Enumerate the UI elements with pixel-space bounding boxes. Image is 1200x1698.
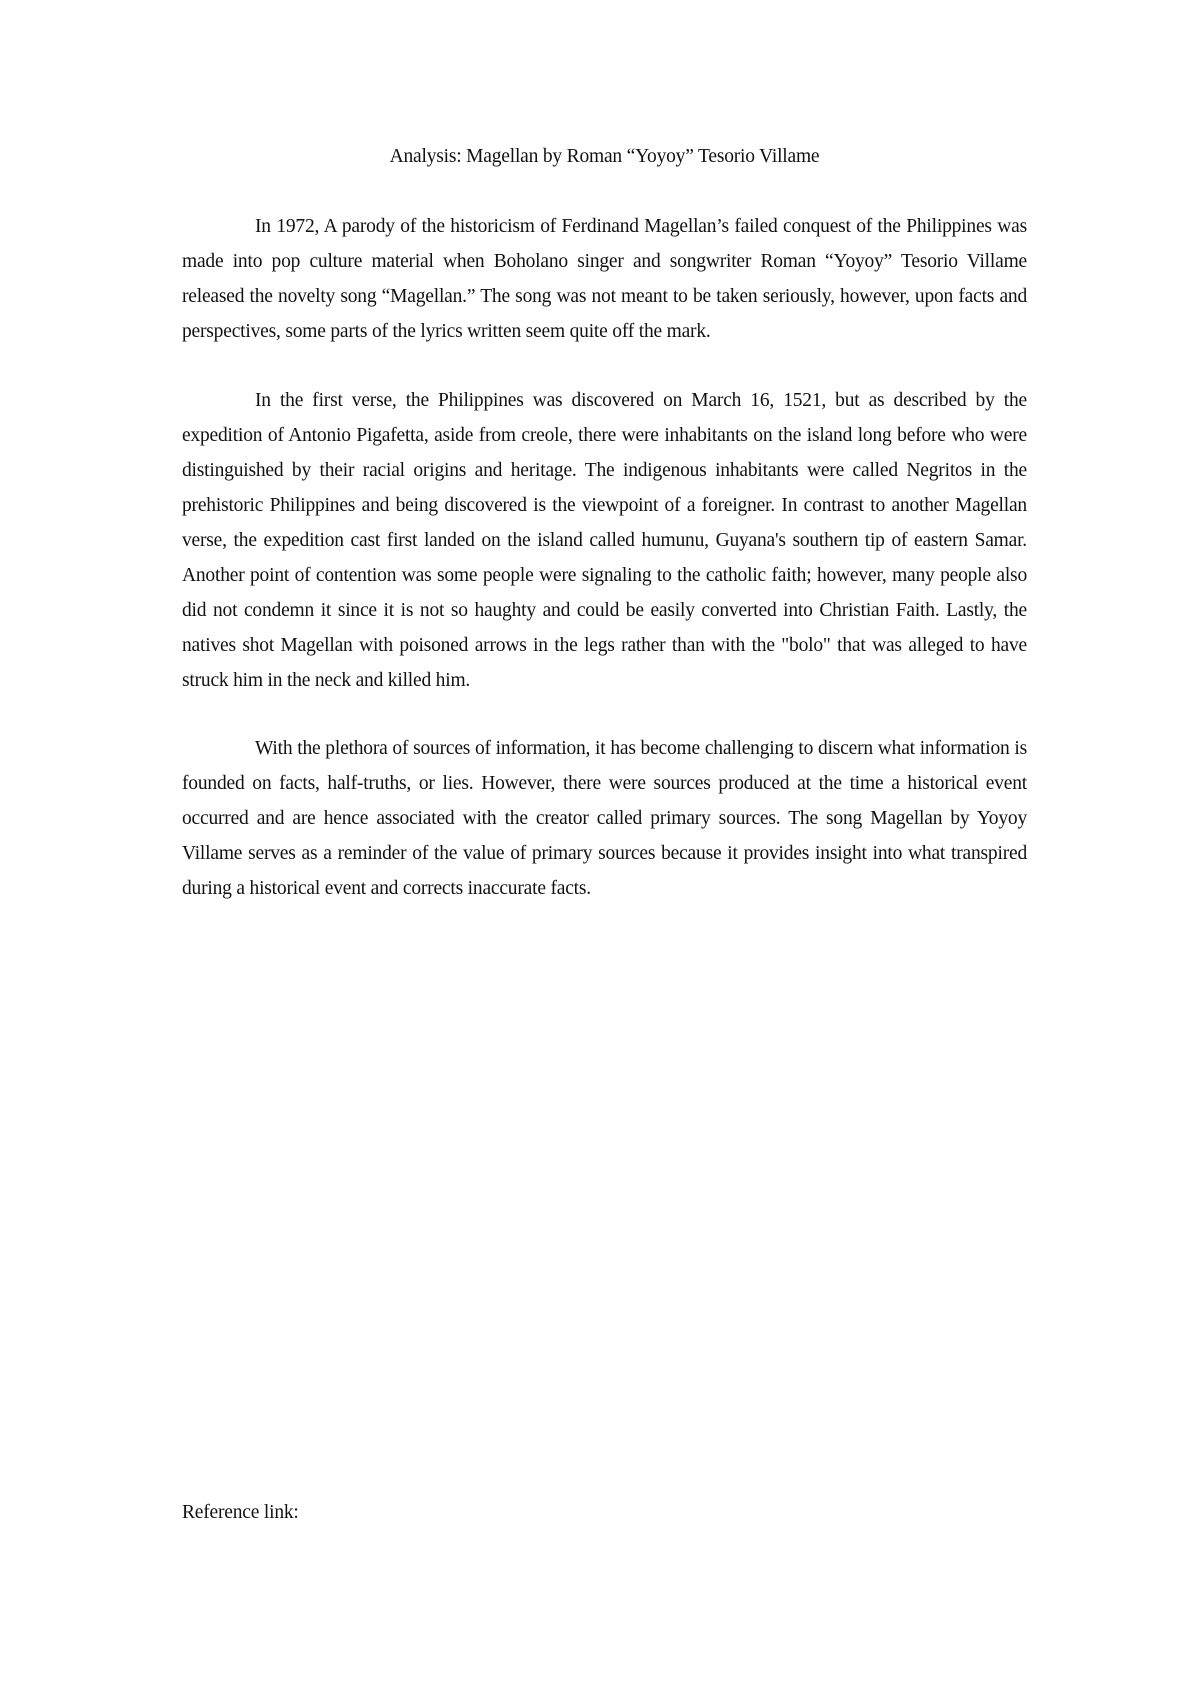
paragraph-first-verse: In the first verse, the Philippines was discovered on March 16, 1521, but as described by the expedition of Antonio Pigafetta, aside from creole, there were inhabitants on the island long before who were distinguished by their racial origins and heritage. The indigenous inhabitants were called Negritos in the prehistoric Philippines and being discovered is the viewpoint of a foreigner. In contrast to another Magellan verse, the expedition cast first landed on the island called humunu, Guyana's southern tip of eastern Samar. Another point of contention was some people were signaling to the catholic faith; however, many people also did not condemn it since it is not so haughty and could be easily converted into Christian Faith. Lastly, the natives shot Magellan with poisoned arrows in the legs rather than with the "bolo" that was alleged to have struck him in the neck and killed him. — [182, 390, 1027, 691]
reference-link-label: Reference link: — [182, 1502, 299, 1523]
document-title: Analysis: Magellan by Roman “Yoyoy” Tesorio Villame — [389, 146, 820, 167]
paragraph-primary-sources: With the plethora of sources of information, it has become challenging to discern what information is founded on facts, half-truths, or lies. However, there were sources produced at the time a historical event occurred and are hence associated with the creator called primary sources. The song Magellan by Yoyoy Villame serves as a reminder of the value of primary sources because it provides insight into what transpired during a historical event and corrects inaccurate facts. — [182, 738, 1027, 899]
paragraph-intro: In 1972, A parody of the historicism of Ferdinand Magellan’s failed conquest of the Philippines was made into pop culture material when Boholano singer and songwriter Roman “Yoyoy” Tesorio Villame released the novelty song “Magellan.” The song was not meant to be taken seriously, however, upon facts and perspectives, some parts of the lyrics written seem quite off the mark. — [182, 216, 1027, 342]
